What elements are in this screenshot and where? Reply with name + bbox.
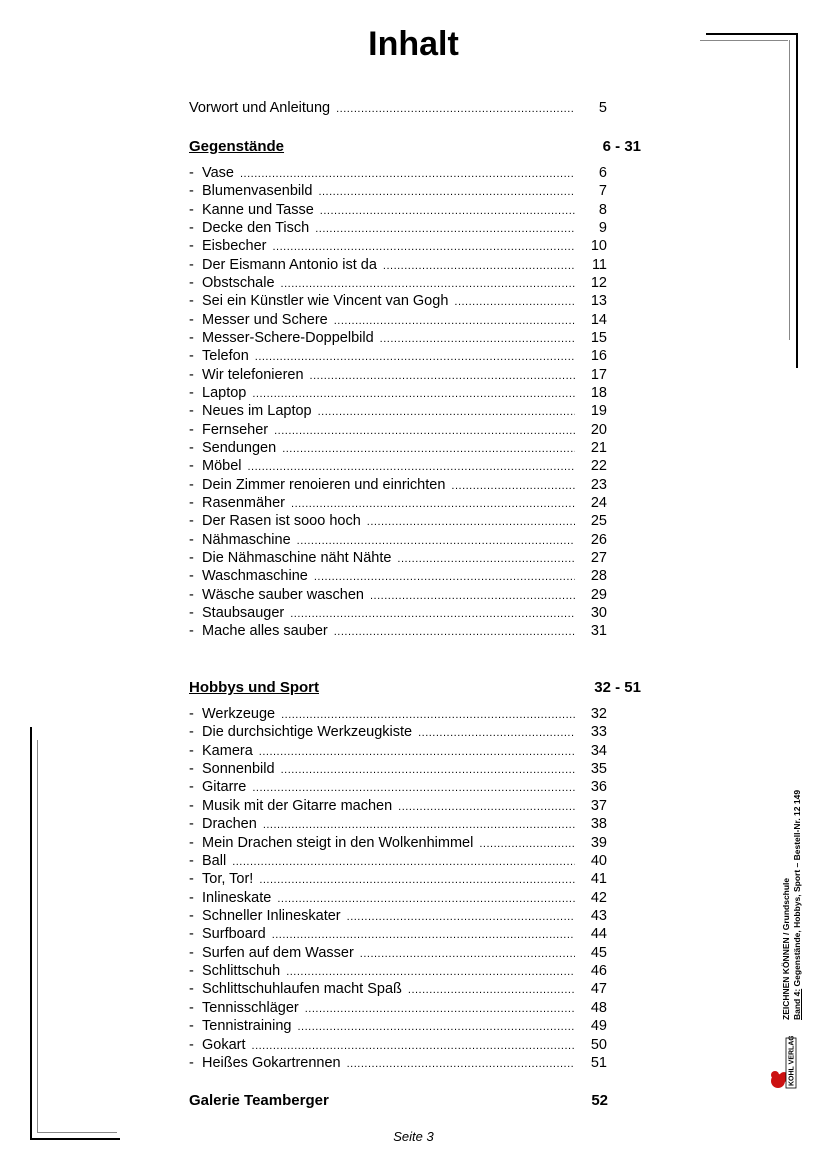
dot-leader [277, 890, 575, 908]
dot-leader [380, 330, 575, 348]
toc-entry [189, 347, 607, 365]
toc-entry-label: Ball [202, 852, 227, 869]
dot-leader [315, 220, 575, 238]
toc-entry [189, 723, 607, 741]
list-dash: - [189, 999, 194, 1016]
frame-top-right-h2 [700, 40, 788, 41]
list-dash: - [189, 385, 194, 401]
toc-entry-label: Tor, Tor! [202, 871, 254, 888]
list-dash: - [189, 816, 194, 833]
dot-leader [232, 853, 575, 871]
list-dash: - [189, 1018, 194, 1035]
list-dash: - [189, 293, 194, 310]
toc-entry [189, 201, 607, 219]
list-dash: - [189, 742, 194, 759]
frame-top-right-v [796, 33, 798, 368]
section-title: Hobbys und Sport [189, 679, 319, 696]
toc-entry-page: 9 [598, 220, 607, 236]
toc-entry-page: 22 [590, 458, 607, 475]
toc-entry [189, 256, 607, 274]
side-imprint [781, 740, 811, 1020]
toc-entry-label: Kamera [202, 742, 253, 759]
toc-entry-page: 7 [598, 183, 607, 200]
dot-leader [240, 165, 575, 183]
dot-leader [252, 385, 575, 403]
toc-entry-page: 39 [590, 834, 607, 851]
toc-entry-label: Sonnenbild [202, 761, 275, 778]
dot-leader [255, 348, 575, 366]
band-label: Band 4: [792, 988, 802, 1020]
section-title: Galerie Teamberger [189, 1092, 329, 1109]
toc-entry [189, 457, 607, 475]
toc-entry-label: Gitarre [202, 779, 247, 796]
dot-leader [286, 963, 575, 981]
dot-leader [281, 275, 575, 293]
list-dash: - [189, 549, 194, 566]
toc-entry-page: 25 [590, 513, 607, 530]
frame-bottom-left-v2 [37, 740, 38, 1133]
list-dash: - [189, 275, 194, 291]
page-title: Inhalt [368, 25, 459, 63]
toc-entry-page: 23 [590, 476, 607, 493]
toc-entry-label: Musik mit der Gitarre machen [202, 797, 393, 814]
dot-leader [451, 477, 575, 495]
toc-entry [189, 962, 607, 980]
toc-entry-page: 42 [590, 889, 607, 906]
toc-entry-page: 32 [590, 706, 607, 722]
toc-entry [189, 1017, 607, 1035]
toc-entry-page: 38 [590, 816, 607, 833]
toc-entry [189, 944, 607, 962]
page-footer: Seite 3 [393, 1129, 434, 1144]
logo-text: KOHL VERLAG [788, 1036, 796, 1086]
toc-entry-label: Waschmaschine [202, 568, 308, 585]
toc-entry-label: Neues im Laptop [202, 403, 312, 420]
toc-entry-label: Schlittschuh [202, 963, 281, 979]
toc-entry-page: 8 [598, 201, 607, 218]
toc-entry [189, 164, 607, 182]
dot-leader [248, 458, 576, 476]
toc-entry [189, 329, 607, 347]
toc-entry [189, 292, 607, 310]
dot-leader [336, 100, 575, 118]
toc-entry-page: 14 [590, 311, 607, 328]
toc-entry-label: Staubsauger [202, 604, 285, 621]
list-dash: - [189, 834, 194, 851]
dot-leader [259, 743, 575, 761]
toc-entry-label: Inlineskate [202, 889, 272, 906]
toc-entry [189, 705, 607, 723]
toc-entry [189, 925, 607, 943]
toc-entry-label: Werkzeuge [202, 706, 276, 722]
toc-entry [189, 567, 607, 585]
toc-entry-label: Dein Zimmer renoieren und einrichten [202, 476, 446, 493]
section-heading [189, 678, 641, 698]
list-dash: - [189, 403, 194, 420]
list-dash: - [189, 238, 194, 255]
dot-leader [320, 202, 575, 220]
toc-entry-label: Messer und Schere [202, 311, 328, 328]
dot-leader [367, 513, 575, 531]
toc-entry [189, 760, 607, 778]
list-dash: - [189, 458, 194, 475]
dot-leader [334, 623, 575, 641]
section-title: Gegenstände [189, 138, 285, 155]
dot-leader [360, 945, 575, 963]
toc-entry-page: 19 [590, 403, 607, 420]
dot-leader [370, 587, 575, 605]
toc-entry [189, 531, 607, 549]
toc-entry-page: 12 [590, 275, 607, 291]
dot-leader [252, 779, 575, 797]
toc-entry-page: 18 [590, 385, 607, 401]
dot-leader [281, 706, 575, 724]
toc-entry-label: Mein Drachen steigt in den Wolkenhimmel [202, 834, 474, 851]
toc-entry-label: Mache alles sauber [202, 623, 328, 640]
toc-entry-label: Kanne und Tasse [202, 201, 314, 218]
list-dash: - [189, 256, 194, 273]
side-imprint-line1: ZEICHNEN KÖNNEN / Grundschule [781, 877, 791, 1020]
toc-entry [189, 586, 607, 604]
dot-leader [334, 312, 575, 330]
list-dash: - [189, 1054, 194, 1071]
toc-entry [189, 512, 607, 530]
toc-entry [189, 476, 607, 494]
toc-entry-page: 20 [590, 421, 607, 438]
section-page-range: 6 - 31 [602, 138, 641, 155]
toc-entry-page: 13 [590, 293, 607, 310]
toc-entry-page: 43 [590, 908, 607, 924]
toc-entry-label: Rasenmäher [202, 494, 286, 511]
list-dash: - [189, 852, 194, 869]
list-dash: - [189, 476, 194, 493]
toc-entry-page: 10 [590, 238, 607, 255]
toc-entry-page: 48 [590, 999, 607, 1016]
list-dash: - [189, 165, 194, 181]
dot-leader [291, 495, 575, 513]
toc-entry [189, 182, 607, 200]
toc-entry [189, 421, 607, 439]
toc-entry [189, 1036, 607, 1054]
toc-entry-label: Möbel [202, 458, 242, 475]
dot-leader [290, 605, 575, 623]
band-description: Gegenstände, Hobbys, Sport – Bestell-Nr. 12 149 [792, 789, 802, 989]
dot-leader [318, 183, 575, 201]
dot-leader [314, 568, 575, 586]
toc-entry-page: 16 [590, 348, 607, 365]
list-dash: - [189, 889, 194, 906]
toc-entry [189, 366, 607, 384]
dot-leader [398, 798, 575, 816]
list-dash: - [189, 366, 194, 383]
toc-entry [189, 834, 607, 852]
section-page-range: 32 - 51 [594, 679, 641, 696]
toc-entry-page: 46 [590, 963, 607, 979]
toc-entry [189, 384, 607, 402]
list-dash: - [189, 494, 194, 511]
toc-entry-page: 35 [590, 761, 607, 778]
toc-entry [189, 742, 607, 760]
toc-entry [189, 439, 607, 457]
toc-entry-label: Der Eismann Antonio ist da [202, 256, 377, 273]
toc-entry-label: Messer-Schere-Doppelbild [202, 330, 374, 346]
dot-leader [310, 367, 575, 385]
list-dash: - [189, 1036, 194, 1053]
kohl-verlag-logo-icon [768, 1036, 798, 1094]
dot-leader [408, 981, 575, 999]
toc-entry-label: Vase [202, 165, 234, 181]
list-dash: - [189, 981, 194, 998]
toc-entry-label: Schneller Inlineskater [202, 908, 341, 924]
toc-entry-label: Telefon [202, 348, 249, 365]
toc-entry-page: 49 [590, 1018, 607, 1035]
dot-leader [297, 532, 575, 550]
frame-top-right-h [706, 33, 796, 35]
dot-leader [263, 816, 575, 834]
dot-leader [418, 724, 575, 742]
toc-entry-label: Der Rasen ist sooo hoch [202, 513, 361, 530]
list-dash: - [189, 531, 194, 548]
toc-entry-label: Laptop [202, 385, 247, 401]
toc-entry-label: Wäsche sauber waschen [202, 586, 364, 603]
section-page: 52 [591, 1092, 608, 1109]
dot-leader [272, 926, 575, 944]
dot-leader [274, 422, 575, 440]
toc-entry [189, 797, 607, 815]
toc-entry-page: 44 [590, 926, 607, 943]
list-dash: - [189, 926, 194, 943]
toc-entry-label: Drachen [202, 816, 257, 833]
dot-leader [454, 293, 575, 311]
toc-entry-page: 15 [590, 330, 607, 346]
dot-leader [272, 238, 575, 256]
toc-entry-page: 45 [590, 944, 607, 961]
toc-entry-page: 34 [590, 742, 607, 759]
toc-entry-page: 29 [590, 586, 607, 603]
toc-entry [189, 870, 607, 888]
dot-leader [259, 871, 575, 889]
toc-entry [189, 549, 607, 567]
final-section-heading [189, 1091, 608, 1111]
list-dash: - [189, 604, 194, 621]
toc-entry [189, 604, 607, 622]
toc-entry [189, 980, 607, 998]
list-dash: - [189, 871, 194, 888]
toc-entry-page: 31 [590, 623, 607, 640]
toc-entry [189, 622, 607, 640]
toc-entry [189, 494, 607, 512]
toc-entry-page: 6 [598, 165, 607, 181]
toc-entry-page: 47 [590, 981, 607, 998]
toc-entry-label: Wir telefonieren [202, 366, 304, 383]
toc-entry [189, 1054, 607, 1072]
toc-entry [189, 815, 607, 833]
list-dash: - [189, 330, 194, 346]
list-dash: - [189, 706, 194, 722]
toc-entry-label: Gokart [202, 1036, 246, 1053]
toc-entry [189, 907, 607, 925]
dot-leader [383, 257, 575, 275]
toc-entry-label: Obstschale [202, 275, 275, 291]
list-dash: - [189, 779, 194, 796]
toc-entry-label: Eisbecher [202, 238, 267, 255]
list-dash: - [189, 761, 194, 778]
list-dash: - [189, 348, 194, 365]
toc-entry-page: 24 [590, 494, 607, 511]
toc-entry-label: Decke den Tisch [202, 220, 310, 236]
list-dash: - [189, 724, 194, 741]
toc-entry-page: 33 [590, 724, 607, 741]
toc-entry-page: 50 [590, 1036, 607, 1053]
list-dash: - [189, 513, 194, 530]
toc-entry [189, 889, 607, 907]
toc-entry-intro [189, 99, 607, 117]
toc-entry-page: 11 [591, 256, 607, 273]
list-dash: - [189, 568, 194, 585]
list-dash: - [189, 201, 194, 218]
toc-entry-page: 17 [590, 366, 607, 383]
toc-entry [189, 237, 607, 255]
list-dash: - [189, 421, 194, 438]
toc-entry [189, 219, 607, 237]
list-dash: - [189, 944, 194, 961]
list-dash: - [189, 586, 194, 603]
toc-entry [189, 852, 607, 870]
toc-entry-label: Schlittschuhlaufen macht Spaß [202, 981, 402, 998]
toc-entry-label: Sendungen [202, 439, 277, 456]
toc-entry-page: 36 [590, 779, 607, 796]
dot-leader [297, 1018, 575, 1036]
toc-entry-page: 26 [590, 531, 607, 548]
toc-entry-label: Surfboard [202, 926, 266, 943]
dot-leader [318, 403, 575, 421]
toc-entry-page: 41 [590, 871, 607, 888]
toc-entry-label: Surfen auf dem Wasser [202, 944, 354, 961]
toc-entry-label: Die Nähmaschine näht Nähte [202, 549, 392, 566]
toc-entry-label: Sei ein Künstler wie Vincent van Gogh [202, 293, 449, 310]
toc-entry [189, 274, 607, 292]
toc-entry [189, 778, 607, 796]
list-dash: - [189, 963, 194, 979]
dot-leader [479, 835, 575, 853]
frame-bottom-left-v [30, 727, 32, 1139]
toc-entry-label: Fernseher [202, 421, 269, 438]
toc-entry-page: 30 [590, 604, 607, 621]
dot-leader [305, 1000, 575, 1018]
dot-leader [252, 1037, 575, 1055]
toc-entry-page: 37 [590, 797, 607, 814]
list-dash: - [189, 908, 194, 924]
toc-entry-page: 5 [598, 100, 607, 116]
list-dash: - [189, 623, 194, 640]
toc-entry-label: Nähmaschine [202, 531, 291, 548]
frame-top-right-v2 [789, 40, 790, 340]
toc-entry-page: 27 [590, 549, 607, 566]
toc-entry-page: 28 [590, 568, 607, 585]
toc-entry-page: 40 [590, 852, 607, 869]
dot-leader [281, 761, 575, 779]
toc-entry-label: Tennistraining [202, 1018, 292, 1035]
toc-entry-page: 21 [590, 439, 607, 456]
toc-entry-page: 51 [590, 1054, 607, 1071]
list-dash: - [189, 439, 194, 456]
list-dash: - [189, 220, 194, 236]
dot-leader [397, 550, 575, 568]
toc-entry-label: Vorwort und Anleitung [189, 100, 331, 116]
toc-entry-label: Die durchsichtige Werkzeugkiste [202, 724, 413, 741]
toc-entry-label: Heißes Gokartrennen [202, 1054, 341, 1071]
list-dash: - [189, 311, 194, 328]
dot-leader [282, 440, 575, 458]
toc-entry-label: Tennisschläger [202, 999, 299, 1016]
toc-entry [189, 999, 607, 1017]
toc-entry [189, 311, 607, 329]
toc-entry-label: Blumenvasenbild [202, 183, 313, 200]
side-imprint-line2 [792, 740, 803, 1020]
list-dash: - [189, 183, 194, 200]
list-dash: - [189, 797, 194, 814]
dot-leader [347, 908, 575, 926]
toc-entry [189, 402, 607, 420]
section-heading [189, 137, 641, 157]
dot-leader [347, 1055, 575, 1073]
publisher-logo [768, 1036, 798, 1094]
